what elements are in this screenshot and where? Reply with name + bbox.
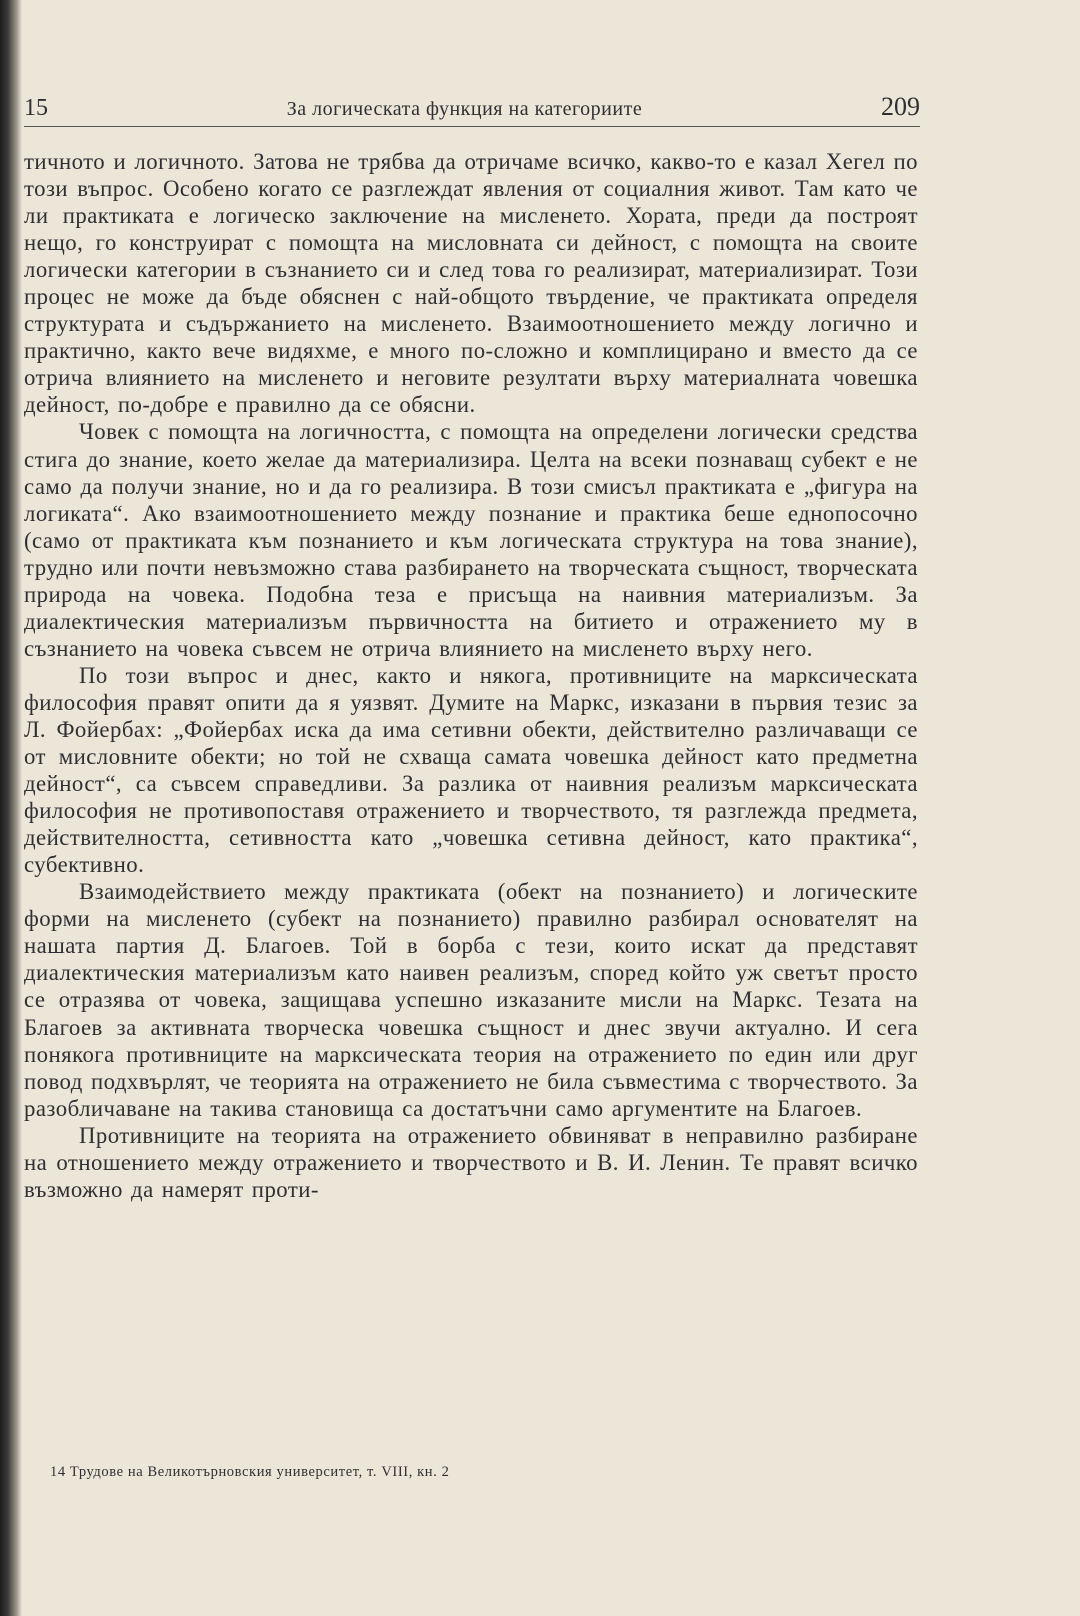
running-title: За логическата функция на категориите	[286, 98, 643, 120]
footer-note: 14 Трудове на Великотърновския университет, т. VIII, кн. 2	[50, 1464, 450, 1480]
body-text	[24, 148, 918, 1203]
paragraph-4: Взаимодействието между практиката (обект на познанието) и логическите форми на мисленето (субект на познанието) правилно разбирал основателят на нашата партия Д. Благоев. Той в борба с тези, които искат да представят диалектическия материализъм като наивен реализъм, според който уж светът просто се отразява от човека, защищава успешно изказаните мисли на Маркс. Тезата на Благоев за активната творческа човешка същност и днес звучи актуално. И сега понякога противниците на марксическата теория на отражението по един или друг повод подхвърлят, че теорията на отражението не била съвместима с творчеството. За разобличаване на такива становища са достатъчни само аргументите на Благоев.	[24, 879, 918, 1121]
book-spine-shadow	[0, 0, 22, 1616]
paragraph-2: Човек с помощта на логичността, с помощта на определени логически средства стига до знание, което желае да материализира. Целта на всеки познаващ субект е не само да получи знание, но и да го реализира. В този смисъл практиката е „фигура на логиката“. Ако взаимоотношението между познание и практика беше еднопосочно (само от практиката към познанието и към логическата структура на това знание), трудно или почти невъзможно става разбирането на творческата същност, творческата природа на човека. Подобна теза е присъща на наивния материализъм. За диалектическия материализъм първичността на битието и отражението му в съзнанието на човека съвсем не отрича влиянието на мисленето върху него.	[24, 419, 918, 661]
signature-mark: 15	[24, 95, 48, 121]
paragraph-5: Противниците на теорията на отражението обвиняват в неправилно разбиране на отношението между отражението и творчеството и В. И. Ленин. Те правят всичко възможно да намерят проти-	[24, 1122, 918, 1202]
page-header	[24, 92, 920, 127]
paragraph-3: По този въпрос и днес, както и някога, противниците на марксическата философия правят опити да я уязвят. Думите на Маркс, изказани в първия тезис за Л. Фойербах: „Фойербах иска да има сетивни обекти, действително различаващи се от мисловните обекти; но той не схваща самата човешка дейност като предметна дейност“, са съвсем справедливи. За разлика от наивния реализъм марксическата философия не противопоставя отражението и творчеството, тя разглежда предмета, действителността, сетивността като „човешка сетивна дейност, като практика“, субективно.	[24, 662, 918, 878]
book-page	[24, 0, 1034, 1616]
paragraph-1: тичното и логичното. Затова не трябва да отричаме всичко, какво-то е казал Хегел по този въпрос. Особено когато се разглеждат явления от социалния живот. Там като че ли практиката е логическо заключение на мисленето. Хората, преди да построят нещо, го конструират с помощта на мисловната си дейност, с помощта на своите логически категории в съзнанието си и след това го реализират, материализират. Този процес не може да бъде обяснен с най-общото твърдение, че практиката определя структурата и съдържанието на мисленето. Взаимоотношението между логично и практично, както вече видяхме, е много по-сложно и комплицирано и вместо да се отрича влиянието на мисленето и неговите резултати върху материалната човешка дейност, по-добре е правилно да се обясни.	[24, 149, 918, 418]
page-number: 209	[880, 92, 920, 121]
